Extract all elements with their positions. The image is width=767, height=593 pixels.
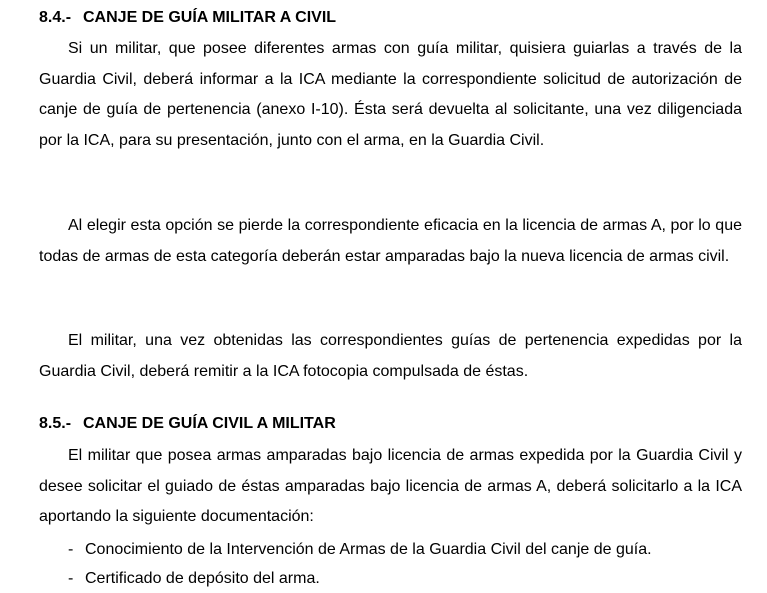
section-8-4-title: CANJE DE GUÍA MILITAR A CIVIL [83,9,337,26]
section-8-4-paragraph-3: El militar, una vez obtenidas las correspondientes guías de pertenencia expedidas por la Guardia Civil, deberá remitir a la ICA fotocopia compulsada de éstas. [39,332,742,380]
list-item-text: Conocimiento de la Intervención de Armas de la Guardia Civil del canje de guía. [85,541,652,558]
section-8-5-number: 8.5.- [39,415,72,432]
section-8-4-number: 8.4.- [39,9,72,26]
bullet-marker: - [68,570,74,587]
bullet-marker: - [68,541,74,558]
list-item [68,540,652,560]
section-8-4-paragraph-2: Al elegir esta opción se pierde la correspondiente eficacia en la licencia de armas A, por lo que todas de armas de esta categoría deberán estar amparadas bajo la nueva licencia de armas civil. [39,217,742,265]
section-8-5-title: CANJE DE GUÍA CIVIL A MILITAR [83,415,336,432]
section-8-4-paragraph-1: Si un militar, que posee diferentes armas con guía militar, quisiera guiarlas a través de la Guardia Civil, deberá informar a la ICA mediante la correspondiente solicitud de autorización de canje de guía de pertenencia (anexo I-10). Ésta será devuelta al solicitante, una vez diligenciada por la ICA, para su presentación, junto con el arma, en la Guardia Civil. [39,40,742,149]
section-8-4-heading [39,8,336,28]
section-8-5-paragraph: El militar que posea armas amparadas bajo licencia de armas expedida por la Guardia Civil y desee solicitar el guiado de éstas amparadas bajo licencia de armas A, deberá solicitarlo a la ICA aportando la siguiente documentación: [39,447,742,525]
section-8-5-heading [39,414,336,434]
list-item [68,569,320,589]
list-item-text: Certificado de depósito del arma. [85,570,320,587]
